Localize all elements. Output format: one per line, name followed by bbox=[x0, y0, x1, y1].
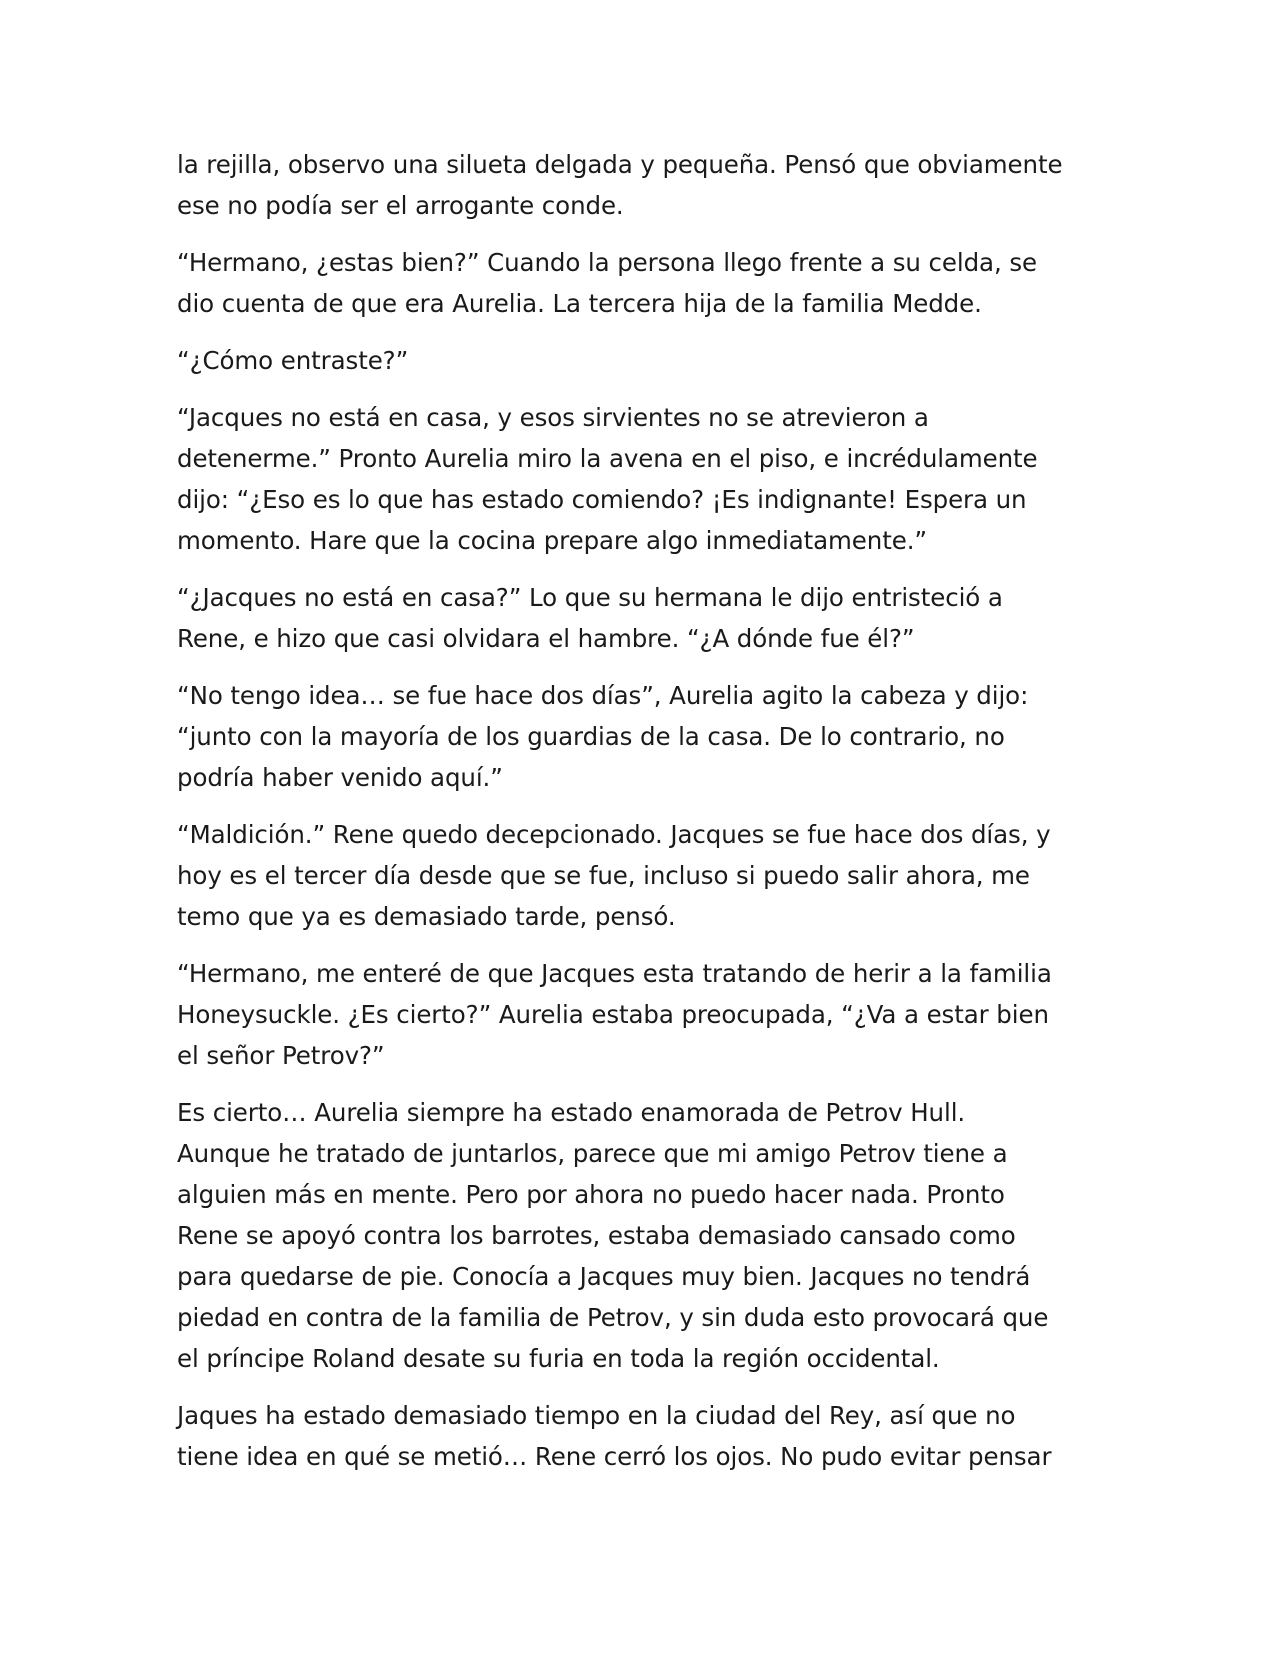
text-line: “Hermano, ¿estas bien?” Cuando la persona llego frente a su celda, se bbox=[177, 248, 1037, 277]
paragraph bbox=[177, 144, 1107, 226]
paragraph bbox=[177, 577, 1107, 659]
text-line: tiene idea en qué se metió… Rene cerró los ojos. No pudo evitar pensar bbox=[177, 1442, 1052, 1471]
text-line: Jaques ha estado demasiado tiempo en la ciudad del Rey, así que no bbox=[177, 1401, 1016, 1430]
text-line: la rejilla, observo una silueta delgada y pequeña. Pensó que obviamente bbox=[177, 150, 1063, 179]
text-line: hoy es el tercer día desde que se fue, incluso si puedo salir ahora, me bbox=[177, 861, 1030, 890]
paragraph bbox=[177, 1395, 1107, 1477]
text-line: podría haber venido aquí.” bbox=[177, 763, 503, 792]
paragraph bbox=[177, 953, 1107, 1076]
text-line: “¿Jacques no está en casa?” Lo que su hermana le dijo entristeció a bbox=[177, 583, 1003, 612]
text-line: para quedarse de pie. Conocía a Jacques muy bien. Jacques no tendrá bbox=[177, 1262, 1031, 1291]
text-line: alguien más en mente. Pero por ahora no puedo hacer nada. Pronto bbox=[177, 1180, 1005, 1209]
text-line: temo que ya es demasiado tarde, pensó. bbox=[177, 902, 676, 931]
paragraph bbox=[177, 340, 1107, 381]
paragraph bbox=[177, 1092, 1107, 1379]
text-line: Honeysuckle. ¿Es cierto?” Aurelia estaba preocupada, “¿Va a estar bien bbox=[177, 1000, 1049, 1029]
text-line: piedad en contra de la familia de Petrov, y sin duda esto provocará que bbox=[177, 1303, 1049, 1332]
text-line: “Maldición.” Rene quedo decepcionado. Jacques se fue hace dos días, y bbox=[177, 820, 1051, 849]
paragraph bbox=[177, 814, 1107, 937]
text-line: “¿Cómo entraste?” bbox=[177, 346, 409, 375]
paragraph bbox=[177, 397, 1107, 561]
text-line: Aunque he tratado de juntarlos, parece que mi amigo Petrov tiene a bbox=[177, 1139, 1008, 1168]
paragraph bbox=[177, 242, 1107, 324]
text-line: Rene, e hizo que casi olvidara el hambre. “¿A dónde fue él?” bbox=[177, 624, 915, 653]
text-line: el señor Petrov?” bbox=[177, 1041, 385, 1070]
text-line: “No tengo idea… se fue hace dos días”, Aurelia agito la cabeza y dijo: bbox=[177, 681, 1029, 710]
text-line: “junto con la mayoría de los guardias de la casa. De lo contrario, no bbox=[177, 722, 1005, 751]
paragraph bbox=[177, 675, 1107, 798]
text-line: el príncipe Roland desate su furia en toda la región occidental. bbox=[177, 1344, 940, 1373]
text-line: Es cierto… Aurelia siempre ha estado enamorada de Petrov Hull. bbox=[177, 1098, 966, 1127]
text-line: detenerme.” Pronto Aurelia miro la avena en el piso, e incrédulamente bbox=[177, 444, 1038, 473]
document-body bbox=[177, 144, 1107, 1493]
text-line: momento. Hare que la cocina prepare algo inmediatamente.” bbox=[177, 526, 927, 555]
text-line: dio cuenta de que era Aurelia. La tercera hija de la familia Medde. bbox=[177, 289, 982, 318]
text-line: Rene se apoyó contra los barrotes, estaba demasiado cansado como bbox=[177, 1221, 1016, 1250]
text-line: “Jacques no está en casa, y esos sirvientes no se atrevieron a bbox=[177, 403, 929, 432]
text-line: “Hermano, me enteré de que Jacques esta tratando de herir a la familia bbox=[177, 959, 1052, 988]
text-line: dijo: “¿Eso es lo que has estado comiendo? ¡Es indignante! Espera un bbox=[177, 485, 1027, 514]
text-line: ese no podía ser el arrogante conde. bbox=[177, 191, 624, 220]
